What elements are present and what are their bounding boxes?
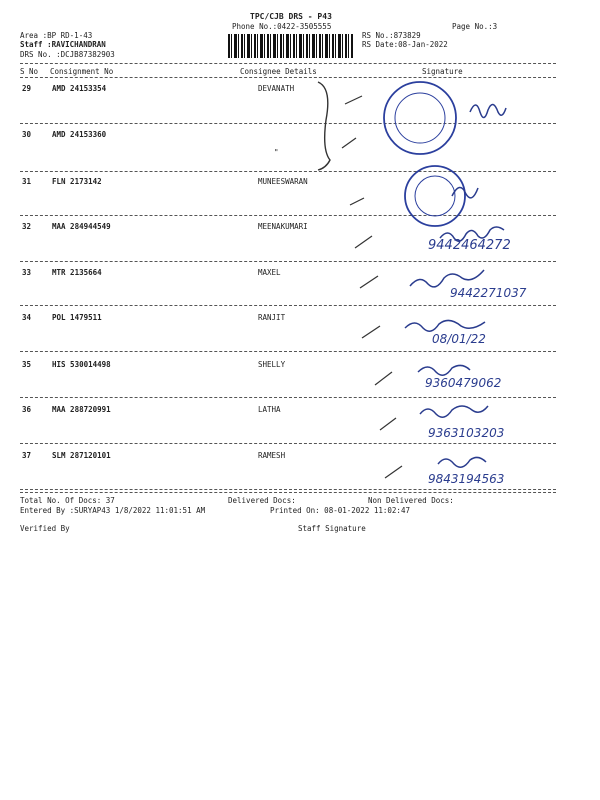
col-sno: S No: [20, 67, 39, 76]
handwritten-phone: 9442464272: [428, 238, 511, 253]
row-sno: 35: [22, 360, 32, 369]
document-title: TPC/CJB DRS - P43: [250, 12, 332, 21]
signature: [438, 457, 486, 467]
tick-mark: [345, 96, 362, 104]
tick-mark: [375, 372, 392, 385]
row-consignee: SHELLY: [258, 360, 286, 369]
signature: [470, 104, 506, 117]
tick-mark: [362, 326, 380, 338]
row-consignment: FLN 2173142: [52, 177, 102, 186]
rs-date: RS Date:08-Jan-2022: [362, 40, 448, 49]
row-consignee: DEVANATH: [258, 84, 295, 93]
row-sno: 36: [22, 405, 32, 414]
row-sno: 37: [22, 451, 32, 460]
col-signature: Signature: [422, 67, 463, 76]
stamp-devanath: [384, 82, 456, 154]
row-consignment: POL 1479511: [52, 313, 102, 322]
row-sno: 30: [22, 130, 32, 139]
col-consignee: Consignee Details: [240, 67, 317, 76]
row-sno: 33: [22, 268, 32, 277]
row-consignment: HIS 530014498: [52, 360, 111, 369]
signature: [405, 320, 485, 331]
tick-mark: [342, 138, 356, 148]
row-consignment: AMD 24153360: [52, 130, 107, 139]
handwritten-phone: 9360479062: [425, 376, 502, 390]
tick-mark: [360, 276, 378, 288]
row-sno: 29: [22, 84, 32, 93]
row-sno: 34: [22, 313, 32, 322]
drs-number: DRS No. :DCJB87382903: [20, 50, 115, 59]
tick-mark: [380, 418, 396, 430]
delivered-docs: Delivered Docs:: [228, 496, 296, 505]
row-consignee: MUNEESWARAN: [258, 177, 308, 186]
signature: [420, 406, 488, 417]
row-consignee: RANJIT: [258, 313, 286, 322]
row-consignee: RAMESH: [258, 451, 286, 460]
printed-on: Printed On: 08-01-2022 11:02:47: [270, 506, 410, 515]
stamp-vimla: [405, 166, 465, 226]
handwritten-phone: 9843194563: [428, 472, 505, 486]
staff-signature: Staff Signature: [298, 524, 366, 533]
handwritten-date: 08/01/22: [432, 332, 486, 346]
phone-number: Phone No.:0422-3505555: [232, 22, 332, 31]
row-consignment: SLM 287120101: [52, 451, 111, 460]
col-consignment: Consignment No: [50, 67, 114, 76]
row-consignment: AMD 24153354: [52, 84, 107, 93]
staff-label: Staff :RAVICHANDRAN: [20, 40, 106, 49]
rs-number: RS No.:873829: [362, 31, 421, 40]
tick-mark: [385, 466, 402, 478]
row-consignee: LATHA: [258, 405, 281, 414]
tick-mark: [355, 236, 372, 248]
brace-mark: [318, 82, 330, 170]
tick-mark: [350, 198, 364, 205]
signature: [418, 365, 470, 375]
handwritten-phone: 9442271037: [450, 286, 527, 300]
row-consignment: MAA 284944549: [52, 222, 111, 231]
bracket-mark: ": [274, 148, 279, 157]
row-consignee: MEENAKUMARI: [258, 222, 308, 231]
area-label: Area :BP RD-1-43: [20, 31, 93, 40]
verified-by: Verified By: [20, 524, 70, 533]
row-consignment: MTR 2135664: [52, 268, 102, 277]
total-docs: Total No. Of Docs: 37: [20, 496, 115, 505]
page-number: Page No.:3: [452, 22, 498, 31]
row-sno: 32: [22, 222, 32, 231]
non-delivered-docs: Non Delivered Docs:: [368, 496, 454, 505]
signature: [410, 270, 484, 287]
row-sno: 31: [22, 177, 32, 186]
row-consignee: MAXEL: [258, 268, 281, 277]
row-consignment: MAA 288720991: [52, 405, 111, 414]
handwritten-phone: 9363103203: [428, 426, 505, 440]
entered-by: Entered By :SURYAP43 1/8/2022 11:01:51 AM: [20, 506, 206, 515]
